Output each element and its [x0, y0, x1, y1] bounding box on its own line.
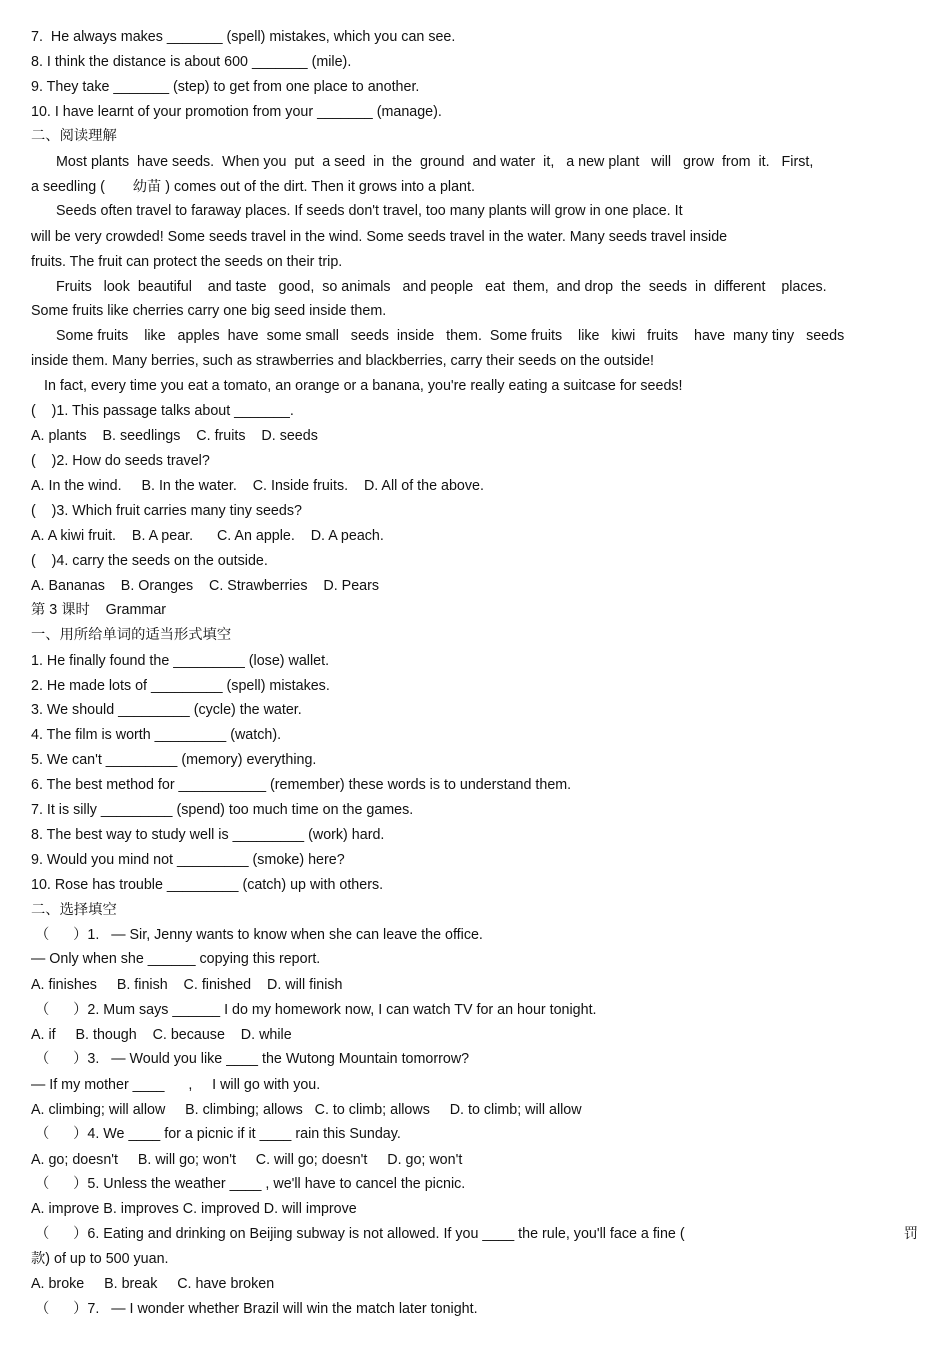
reading-question-1: ( )1. This passage talks about _______. — [31, 403, 294, 419]
fill-blank-q8: 8. I think the distance is about 600 _______ (mile). — [31, 54, 352, 70]
choice-options-4: A. go; doesn't B. will go; won't C. will go; doesn't D. go; won't — [31, 1152, 463, 1168]
passage-line: Seeds often travel to faraway places. If seeds don't travel, too many plants will grow in one place. It — [56, 203, 683, 219]
reading-options-3: A. A kiwi fruit. B. A pear. C. An apple. D. A peach. — [31, 528, 384, 544]
lesson-heading: 第 3 课时 Grammar — [31, 602, 167, 618]
choice-question-6: （ ）6. Eating and drinking on Beijing subway is not allowed. If you ____ the rule, you'll face a fine ( — [31, 1226, 685, 1242]
choice-question-3-cont: — If my mother ____ , I will go with you. — [31, 1077, 321, 1093]
grammar-q9: 9. Would you mind not _________ (smoke) here? — [31, 852, 345, 868]
choice-options-1: A. finishes B. finish C. finished D. will finish — [31, 977, 343, 993]
section-heading-fill-in: 一、用所给单词的适当形式填空 — [31, 627, 232, 643]
passage-line: fruits. The fruit can protect the seeds on their trip. — [31, 254, 343, 270]
choice-options-5: A. improve B. improves C. improved D. will improve — [31, 1201, 357, 1217]
choice-question-5: （ ）5. Unless the weather ____ , we'll have to cancel the picnic. — [31, 1176, 466, 1192]
choice-question-7: （ ）7. — I wonder whether Brazil will win the match later tonight. — [31, 1301, 478, 1317]
grammar-q10: 10. Rose has trouble _________ (catch) up with others. — [31, 877, 384, 893]
choice-question-1-cont: — Only when she ______ copying this report. — [31, 951, 321, 967]
reading-options-2: A. In the wind. B. In the water. C. Inside fruits. D. All of the above. — [31, 478, 484, 494]
fill-blank-q10: 10. I have learnt of your promotion from your _______ (manage). — [31, 104, 442, 120]
choice-question-6-cont: 款) of up to 500 yuan. — [31, 1251, 169, 1267]
passage-line: will be very crowded! Some seeds travel in the wind. Some seeds travel in the water. Many seeds travel inside — [31, 229, 728, 245]
choice-question-6-wrap-char: 罚 — [903, 1226, 918, 1242]
passage-line: Most plants have seeds. When you put a seed in the ground and water it, a new plant will grow from it. First, — [56, 154, 814, 170]
passage-line: In fact, every time you eat a tomato, an orange or a banana, you're really eating a suitcase for seeds! — [44, 378, 683, 394]
grammar-q2: 2. He made lots of _________ (spell) mistakes. — [31, 678, 330, 694]
reading-options-4: A. Bananas B. Oranges C. Strawberries D. Pears — [31, 578, 380, 594]
choice-question-4: （ ）4. We ____ for a picnic if it ____ rain this Sunday. — [31, 1126, 401, 1142]
grammar-q7: 7. It is silly _________ (spend) too much time on the games. — [31, 802, 414, 818]
fill-blank-q7: 7. He always makes _______ (spell) mistakes, which you can see. — [31, 29, 456, 45]
choice-options-2: A. if B. though C. because D. while — [31, 1027, 292, 1043]
grammar-q4: 4. The film is worth _________ (watch). — [31, 727, 282, 743]
passage-line: Some fruits like apples have some small seeds inside them. Some fruits like kiwi fruits have many tiny seeds — [56, 328, 845, 344]
grammar-q1: 1. He finally found the _________ (lose) wallet. — [31, 653, 330, 669]
choice-question-3: （ ）3. — Would you like ____ the Wutong Mountain tomorrow? — [31, 1051, 470, 1067]
choice-question-2: （ ）2. Mum says ______ I do my homework now, I can watch TV for an hour tonight. — [31, 1002, 597, 1018]
passage-line: Fruits look beautiful and taste good, so animals and people eat them, and drop the seeds in different places. — [56, 279, 827, 295]
section-heading-reading: 二、阅读理解 — [31, 128, 117, 144]
choice-question-1: （ ）1. — Sir, Jenny wants to know when she can leave the office. — [31, 927, 483, 943]
reading-question-4: ( )4. carry the seeds on the outside. — [31, 553, 268, 569]
passage-line: Some fruits like cherries carry one big seed inside them. — [31, 303, 387, 319]
reading-question-2: ( )2. How do seeds travel? — [31, 453, 210, 469]
fill-blank-q9: 9. They take _______ (step) to get from one place to another. — [31, 79, 420, 95]
section-heading-choice: 二、选择填空 — [31, 902, 117, 918]
grammar-q6: 6. The best method for ___________ (remember) these words is to understand them. — [31, 777, 572, 793]
reading-question-3: ( )3. Which fruit carries many tiny seeds? — [31, 503, 302, 519]
grammar-q3: 3. We should _________ (cycle) the water. — [31, 702, 302, 718]
choice-options-6: A. broke B. break C. have broken — [31, 1276, 275, 1292]
choice-options-3: A. climbing; will allow B. climbing; allows C. to climb; allows D. to climb; will allow — [31, 1102, 582, 1118]
grammar-q8: 8. The best way to study well is _________ (work) hard. — [31, 827, 385, 843]
passage-line: a seedling ( 幼苗 ) comes out of the dirt. Then it grows into a plant. — [31, 179, 475, 195]
grammar-q5: 5. We can't _________ (memory) everything. — [31, 752, 317, 768]
passage-line: inside them. Many berries, such as strawberries and blackberries, carry their seeds on the outside! — [31, 353, 654, 369]
reading-options-1: A. plants B. seedlings C. fruits D. seeds — [31, 428, 318, 444]
